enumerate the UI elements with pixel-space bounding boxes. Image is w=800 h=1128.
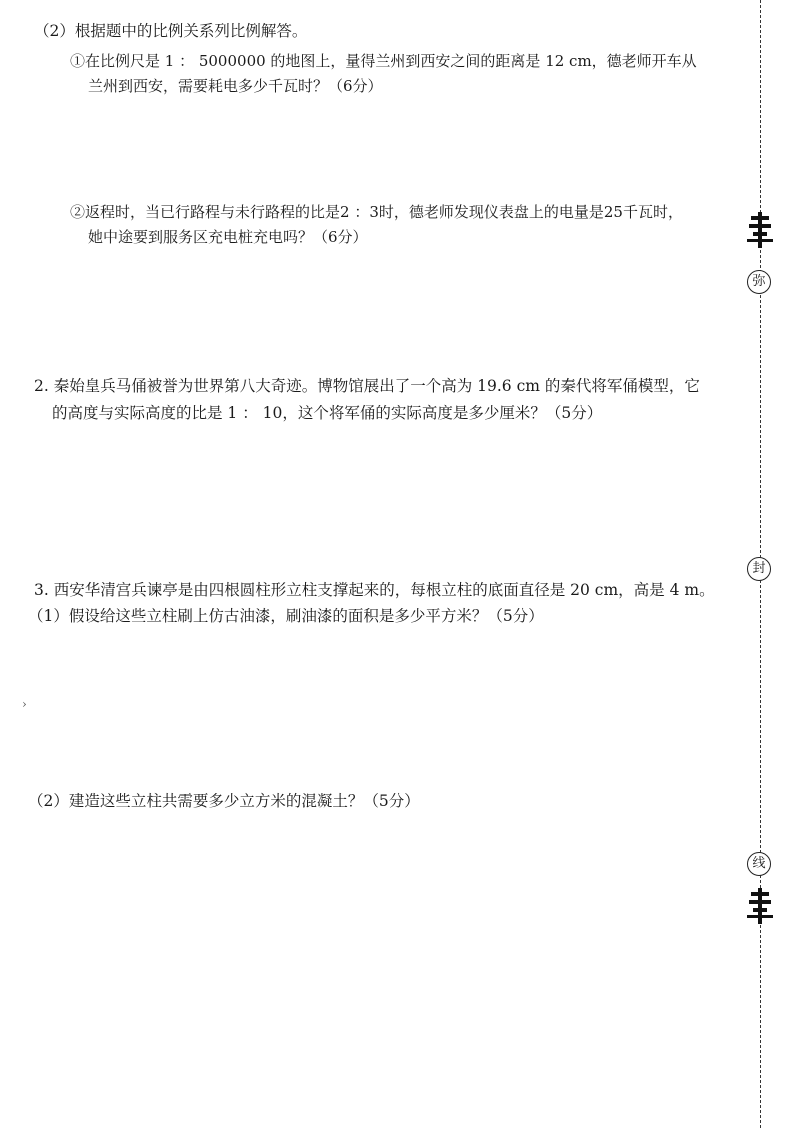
stray-mark: ›	[22, 697, 27, 711]
q1-part2-heading: （2）根据题中的比例关系列比例解答。	[34, 22, 308, 40]
q2-line1: 2. 秦始皇兵马俑被誉为世界第八大奇迹。博物馆展出了一个高为 19.6 cm 的秦代将军俑模型，它	[34, 377, 700, 395]
binding-ornament-top	[747, 212, 773, 248]
binding-label-feng: 封	[747, 557, 771, 581]
binding-label-xian: 线	[747, 852, 771, 876]
q3-part1: （1）假设给这些立柱刷上仿古油漆，刷油漆的面积是多少平方米？（5分）	[28, 607, 544, 625]
q3-line1: 3. 西安华清宫兵谏亭是由四根圆柱形立柱支撑起来的，每根立柱的底面直径是 20 cm，高是 4 m。	[34, 581, 715, 599]
q1-sub1-line2: 兰州到西安，需要耗电多少千瓦时？（6分）	[88, 77, 383, 95]
binding-ornament-bottom	[747, 888, 773, 924]
q1-sub2-line1: ②返程时，当已行路程与未行路程的比是2 ：3时，德老师发现仪表盘上的电量是25千瓦时，	[70, 203, 683, 221]
q1-sub2-line2: 她中途要到服务区充电桩充电吗？（6分）	[88, 228, 368, 246]
q2-line2: 的高度与实际高度的比是 1 ： 10，这个将军俑的实际高度是多少厘米？（5分）	[52, 404, 603, 422]
q1-sub1-line1: ①在比例尺是 1 ： 5000000 的地图上，量得兰州到西安之间的距离是 12 cm，德老师开车从	[70, 52, 697, 70]
q3-part2: （2）建造这些立柱共需要多少立方米的混凝土？（5分）	[28, 792, 420, 810]
binding-label-mi: 弥	[747, 270, 771, 294]
